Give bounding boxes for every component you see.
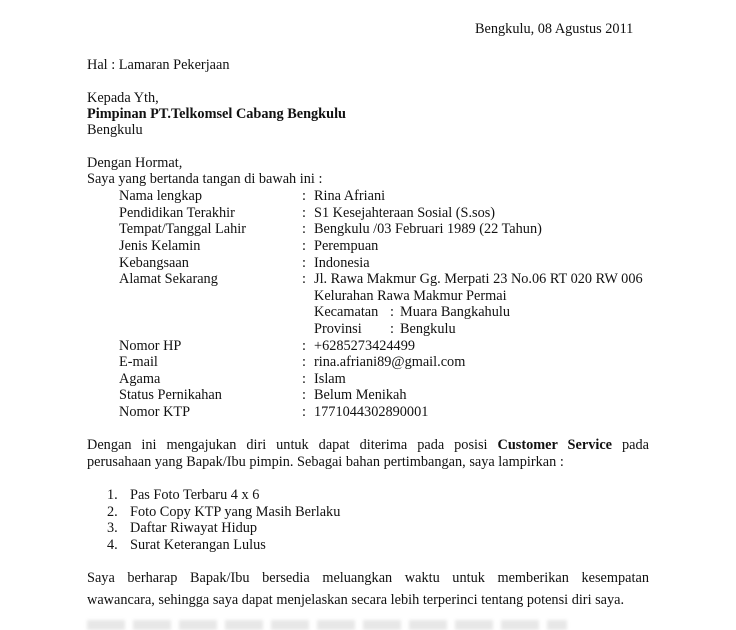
detail-value: Rina Afriani (314, 188, 386, 204)
detail-colon: : (302, 371, 306, 387)
detail-colon: : (302, 188, 306, 204)
detail-value: +6285273424499 (314, 338, 415, 354)
detail-colon: : (302, 221, 306, 237)
list-item: Daftar Riwayat Hidup (130, 520, 258, 536)
detail-value: Jl. Rawa Makmur Gg. Merpati 23 No.06 RT 020 RW 006 (314, 271, 643, 287)
paragraph-attachments-intro: perusahaan yang Bapak/Ibu pimpin. Sebagai bahan pertimbangan, saya lampirkan : (87, 454, 564, 470)
detail-value: rina.afriani89@gmail.com (314, 354, 466, 370)
address-kelurahan: Kelurahan Rawa Makmur Permai (314, 288, 507, 304)
detail-value: Indonesia (314, 255, 370, 271)
cut-off-text-line (87, 620, 567, 630)
detail-colon: : (302, 404, 306, 420)
list-number: 3. (107, 520, 118, 536)
list-item: Pas Foto Terbaru 4 x 6 (130, 487, 260, 503)
detail-label: Nomor KTP (119, 404, 191, 420)
intro-line: Saya yang bertanda tangan di bawah ini : (87, 171, 323, 187)
address-kecamatan-label: Kecamatan (314, 304, 379, 320)
detail-label: Pendidikan Terakhir (119, 205, 235, 221)
to-line: Kepada Yth, (87, 90, 159, 106)
detail-label: Nama lengkap (119, 188, 202, 204)
paragraph-closing-line2: wawancara, sehingga saya dapat menjelaskan secara lebih terperinci tentang potensi diri saya. (87, 592, 625, 608)
detail-value: Islam (314, 371, 346, 387)
detail-value: Belum Menikah (314, 387, 407, 403)
detail-label: Alamat Sekarang (119, 271, 218, 287)
list-number: 2. (107, 504, 118, 520)
detail-colon: : (302, 387, 306, 403)
detail-label: E-mail (119, 354, 158, 370)
detail-colon: : (302, 255, 306, 271)
list-item: Surat Keterangan Lulus (130, 537, 266, 553)
detail-value: S1 Kesejahteraan Sosial (S.sos) (314, 205, 496, 221)
detail-colon: : (302, 238, 306, 254)
paragraph-text: Dengan ini mengajukan diri untuk dapat diterima pada posisi (87, 437, 488, 453)
paragraph-application (87, 437, 649, 454)
address-colon: : (390, 321, 394, 337)
detail-label: Nomor HP (119, 338, 182, 354)
list-item: Foto Copy KTP yang Masih Berlaku (130, 504, 341, 520)
paragraph-text: pada (621, 437, 649, 453)
detail-label: Jenis Kelamin (119, 238, 201, 254)
recipient-name: Pimpinan PT.Telkomsel Cabang Bengkulu (87, 106, 347, 122)
detail-colon: : (302, 205, 306, 221)
detail-colon: : (302, 338, 306, 354)
detail-label: Status Pernikahan (119, 387, 222, 403)
paragraph-closing-line1: Saya berharap Bapak/Ibu bersedia meluangkan waktu untuk memberikan kesempatan (87, 570, 649, 586)
detail-value: 1771044302890001 (314, 404, 429, 420)
recipient-city: Bengkulu (87, 122, 143, 138)
detail-label: Tempat/Tanggal Lahir (119, 221, 247, 237)
detail-label: Kebangsaan (119, 255, 189, 271)
detail-label: Agama (119, 371, 161, 387)
greeting: Dengan Hormat, (87, 155, 183, 171)
place-date: Bengkulu, 08 Agustus 2011 (475, 21, 634, 37)
list-number: 4. (107, 537, 118, 553)
subject-line: Hal : Lamaran Pekerjaan (87, 57, 230, 73)
position-name: Customer Service (497, 437, 613, 453)
detail-value: Perempuan (314, 238, 379, 254)
detail-colon: : (302, 271, 306, 287)
list-number: 1. (107, 487, 118, 503)
detail-value: Bengkulu /03 Februari 1989 (22 Tahun) (314, 221, 542, 237)
detail-colon: : (302, 354, 306, 370)
address-colon: : (390, 304, 394, 320)
address-provinsi-label: Provinsi (314, 321, 362, 337)
address-kecamatan-value: Muara Bangkahulu (400, 304, 510, 320)
address-provinsi-value: Bengkulu (400, 321, 456, 337)
